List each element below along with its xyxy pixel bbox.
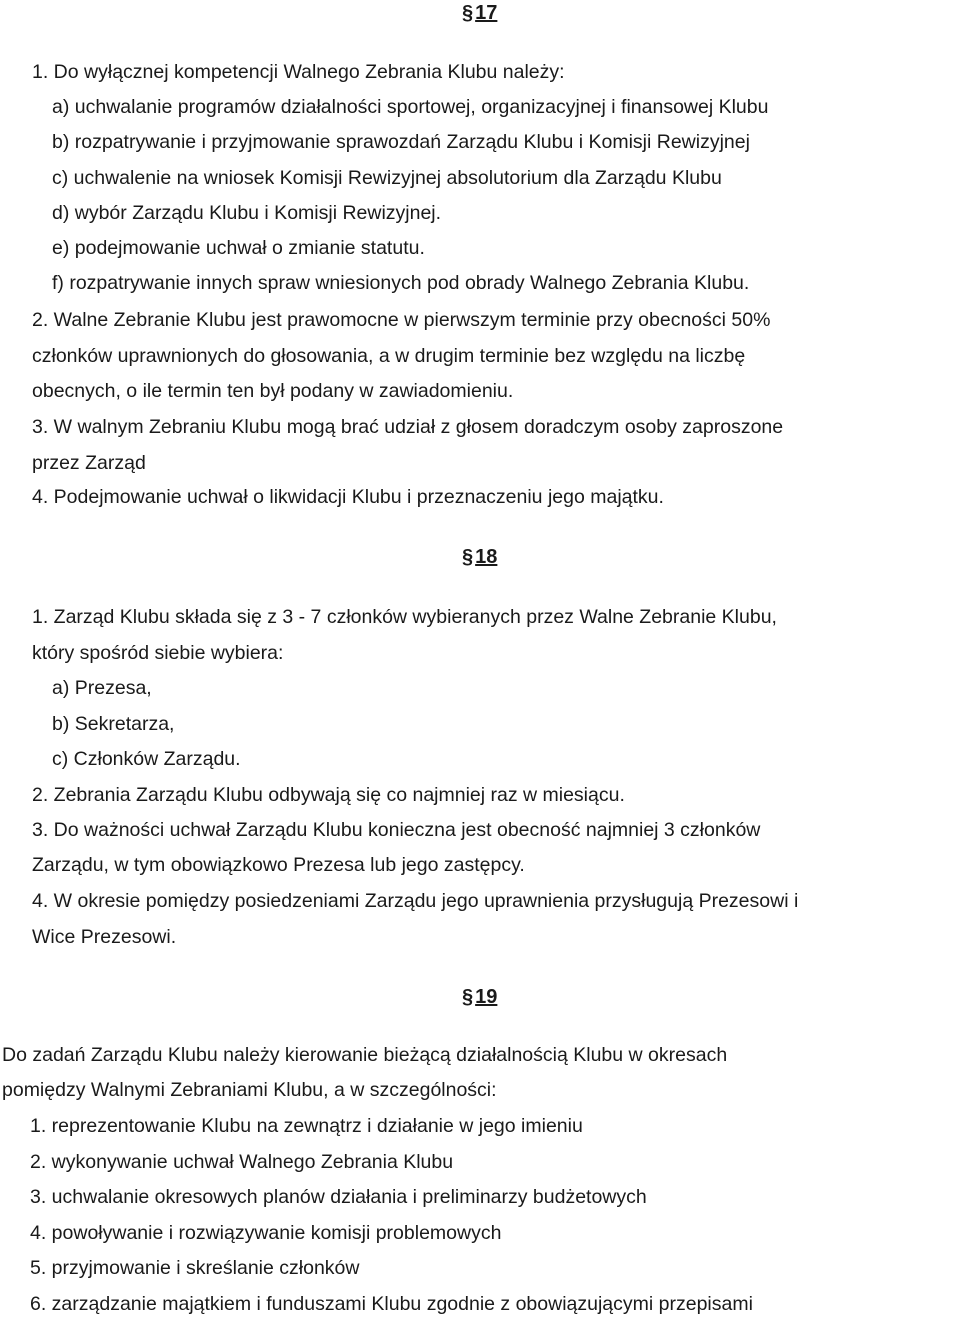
section-number: 17 [475, 2, 498, 24]
s17-point-2-cont-1: członków uprawnionych do głosowania, a w drugim terminie bez względu na liczbę [32, 345, 746, 367]
s17-item-e: e) podejmowanie uchwał o zmianie statutu. [52, 237, 425, 259]
s18-point-3-cont: Zarządu, w tym obowiązkowo Prezesa lub jego zastępcy. [32, 854, 525, 876]
s17-item-a: a) uchwalanie programów działalności sportowej, organizacyjnej i finansowej Klubu [52, 96, 769, 118]
s18-point-1: 1. Zarząd Klubu składa się z 3 - 7 członków wybieranych przez Walne Zebranie Klubu, [32, 606, 777, 628]
s19-task-3: 3. uchwalanie okresowych planów działania i preliminarzy budżetowych [30, 1186, 647, 1208]
s18-point-3: 3. Do ważności uchwał Zarządu Klubu konieczna jest obecność najmniej 3 członków [32, 819, 761, 841]
s18-item-c: c) Członków Zarządu. [52, 748, 241, 770]
section-number: 18 [475, 546, 498, 568]
s17-item-d: d) wybór Zarządu Klubu i Komisji Rewizyjnej. [52, 202, 442, 224]
section-sign-icon: § [462, 2, 474, 24]
section-heading-18 [462, 545, 497, 569]
s18-point-1-cont: który spośród siebie wybiera: [32, 642, 284, 664]
s19-task-5: 5. przyjmowanie i skreślanie członków [30, 1257, 360, 1279]
s19-task-2: 2. wykonywanie uchwał Walnego Zebrania Klubu [30, 1151, 454, 1173]
s17-point-1: 1. Do wyłącznej kompetencji Walnego Zebrania Klubu należy: [32, 61, 565, 83]
s17-item-c: c) uchwalenie na wniosek Komisji Rewizyjnej absolutorium dla Zarządu Klubu [52, 167, 722, 189]
s18-item-a: a) Prezesa, [52, 677, 152, 699]
s19-task-1: 1. reprezentowanie Klubu na zewnątrz i działanie w jego imieniu [30, 1115, 583, 1137]
section-sign-icon: § [462, 546, 474, 568]
s17-point-3: 3. W walnym Zebraniu Klubu mogą brać udział z głosem doradczym osoby zaproszone [32, 416, 784, 438]
s18-point-4: 4. W okresie pomiędzy posiedzeniami Zarządu jego uprawnienia przysługują Prezesowi i [32, 890, 799, 912]
s17-item-f: f) rozpatrywanie innych spraw wniesionych pod obrady Walnego Zebrania Klubu. [52, 272, 750, 294]
section-heading-17 [462, 1, 497, 25]
s19-intro: Do zadań Zarządu Klubu należy kierowanie bieżącą działalnością Klubu w okresach [2, 1044, 728, 1066]
s18-point-2: 2. Zebrania Zarządu Klubu odbywają się co najmniej raz w miesiącu. [32, 784, 625, 806]
s17-point-3-cont: przez Zarząd [32, 452, 146, 474]
s17-point-2: 2. Walne Zebranie Klubu jest prawomocne w pierwszym terminie przy obecności 50% [32, 309, 771, 331]
section-sign-icon: § [462, 986, 474, 1008]
s18-item-b: b) Sekretarza, [52, 713, 175, 735]
section-number: 19 [475, 986, 498, 1008]
s18-point-4-cont: Wice Prezesowi. [32, 926, 177, 948]
s17-point-2-cont-2: obecnych, o ile termin ten był podany w zawiadomieniu. [32, 380, 514, 402]
s17-point-4: 4. Podejmowanie uchwał o likwidacji Klubu i przeznaczeniu jego majątku. [32, 486, 664, 508]
s19-task-4: 4. powoływanie i rozwiązywanie komisji problemowych [30, 1222, 502, 1244]
s17-item-b: b) rozpatrywanie i przyjmowanie sprawozdań Zarządu Klubu i Komisji Rewizyjnej [52, 131, 750, 153]
section-heading-19 [462, 985, 497, 1009]
s19-task-6: 6. zarządzanie majątkiem i funduszami Klubu zgodnie z obowiązującymi przepisami [30, 1293, 753, 1315]
s19-intro-cont: pomiędzy Walnymi Zebraniami Klubu, a w szczególności: [2, 1079, 497, 1101]
